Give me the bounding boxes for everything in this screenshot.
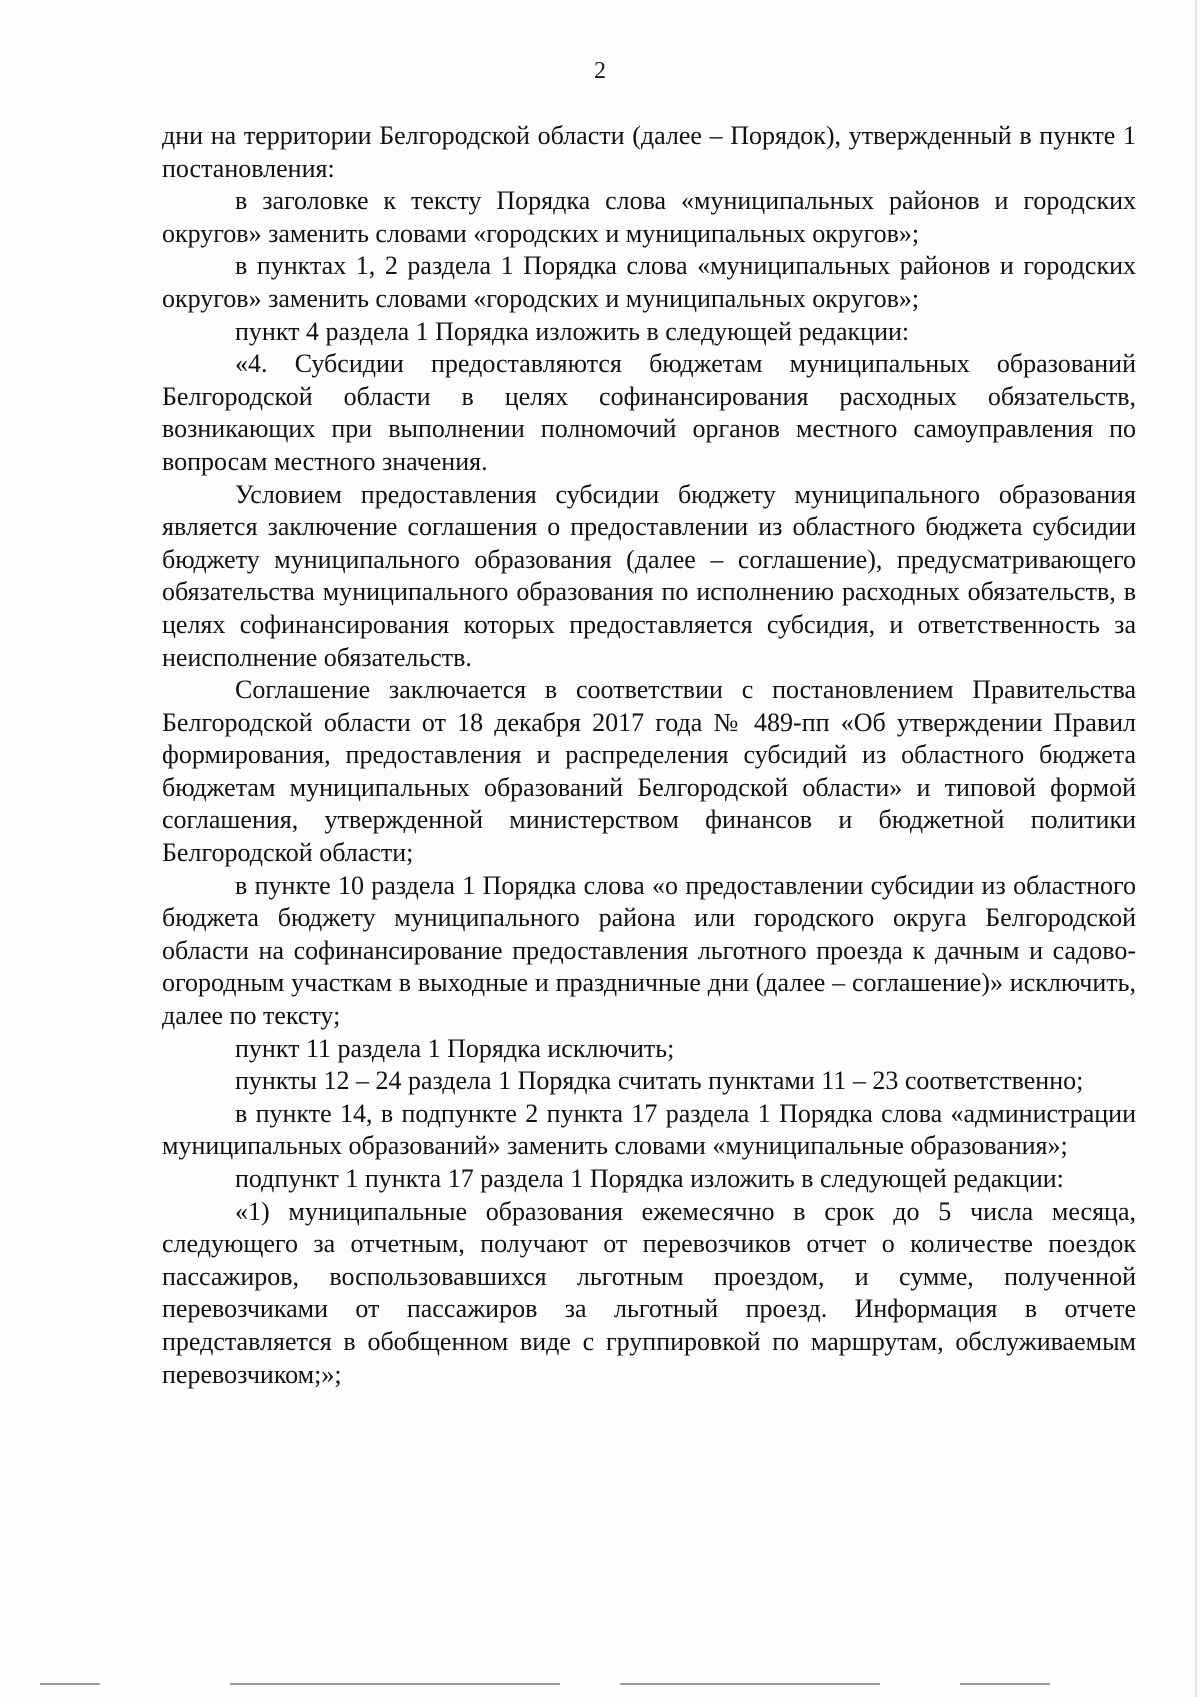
paragraph: Условием предоставления субсидии бюджету муниципального образования является заключение соглашения о предоставлении из областного бюджета субсидии бюджету муниципального образования (далее – соглашение), предусматривающего обязательства муниципального образования по исполнению расходных обязательств, в целях софинансирования которых предоставляется субсидия, и ответственность за неисполнение обязательств. <box>162 479 1136 672</box>
paragraph: «4. Субсидии предоставляются бюджетам муниципальных образований Белгородской области в целях софинансирования расходных обязательств, возникающих при выполнении полномочий органов местного самоуправления по вопросам местного значения. <box>162 349 1136 476</box>
paragraph: в пунктах 1, 2 раздела 1 Порядка слова «муниципальных районов и городских округов» заменить словами «городских и муниципальных округов»; <box>162 251 1136 313</box>
paragraph: пункты 12 – 24 раздела 1 Порядка считать пунктами 11 – 23 соответственно; <box>235 1066 1084 1096</box>
paragraph: Соглашение заключается в соответствии с постановлением Правительства Белгородской области от 18 декабря 2017 года № 489-пп «Об утверждении Правил формирования, предоставления и распределения субсидий из областного бюджета бюджетам муниципальных образований Белгородской области» и типовой формой соглашения, утвержденной министерством финансов и бюджетной политики Белгородской области; <box>162 675 1136 868</box>
paragraph-continuation: дни на территории Белгородской области (далее – Порядок), утвержденный в пункте 1 постановления: <box>162 121 1136 183</box>
paragraph: «1) муниципальные образования ежемесячно в срок до 5 числа месяца, следующего за отчетным, получают от перевозчиков отчет о количестве поездок пассажиров, воспользовавшихся льготным проездом, и сумме, полученной перевозчиками от пассажиров за льготный проезд. Информация в отчете представляется в обобщенном виде с группировкой по маршрутам, обслуживаемым перевозчиком;»; <box>162 1196 1136 1389</box>
scan-artifact-line <box>960 1683 1050 1685</box>
document-body <box>162 120 1136 1391</box>
paragraph: в пункте 14, в подпункте 2 пункта 17 раздела 1 Порядка слова «администрации муниципальных образований» заменить словами «муниципальные образования»; <box>162 1098 1136 1161</box>
paragraph: в заголовке к тексту Порядка слова «муниципальных районов и городских округов» заменить словами «городских и муниципальных округов»; <box>162 186 1136 248</box>
paragraph: пункт 4 раздела 1 Порядка изложить в следующей редакции: <box>235 316 910 346</box>
scan-artifact-edge <box>1195 0 1197 1697</box>
page-number: 2 <box>594 58 606 84</box>
paragraph: в пункте 10 раздела 1 Порядка слова «о предоставлении субсидии из областного бюджета бюджету муниципального района или городского округа Белгородской области на софинансирование предоставления льготного проезда к дачным и садово-огородным участкам в выходные и праздничные дни (далее – соглашение)» исключить, далее по тексту; <box>162 870 1136 1031</box>
scan-artifact-line <box>620 1683 880 1685</box>
scan-artifact-line <box>40 1683 100 1685</box>
paragraph: подпункт 1 пункта 17 раздела 1 Порядка изложить в следующей редакции: <box>235 1164 1064 1193</box>
paragraph: пункт 11 раздела 1 Порядка исключить; <box>235 1033 675 1063</box>
scan-artifact-line <box>230 1683 560 1685</box>
